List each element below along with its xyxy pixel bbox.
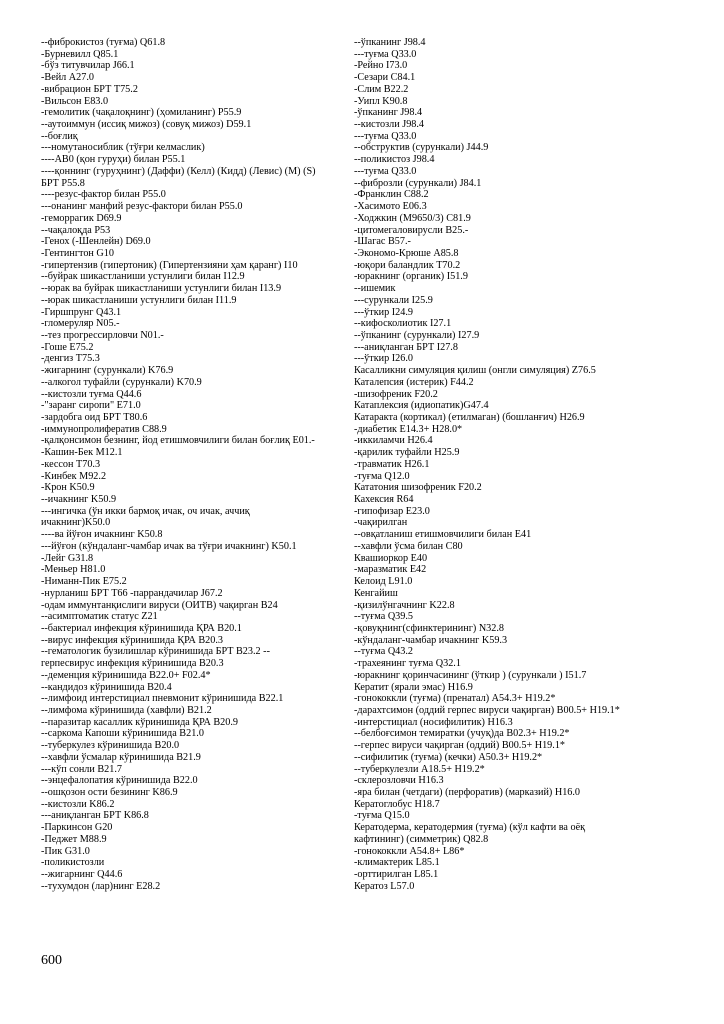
index-entry: БРТ P55.8 <box>41 177 85 189</box>
index-entry: --овқатланиш етишмовчилиги билан E41 <box>354 529 532 541</box>
index-entry: -Педжет M88.9 <box>41 833 107 845</box>
index-entry: Кататония шизофреник F20.2 <box>354 482 482 494</box>
index-entry: -травматик H26.1 <box>354 458 430 470</box>
index-entry: -нурланиш БРТ T66 -паррандачилар J67.2 <box>41 587 223 599</box>
page-number: 600 <box>41 953 62 968</box>
index-entry: -цитомегаловирусли B25.- <box>354 224 469 236</box>
index-entry: ----AB0 (қон гуруҳи) билан P55.1 <box>41 154 186 166</box>
index-entry: -гипофизар E23.0 <box>354 505 430 517</box>
index-entry: ичакнинг)K50.0 <box>41 517 111 529</box>
index-entry: -склерозловчи H16.3 <box>354 775 444 787</box>
index-entry: ---ингичка (ўн икки бармоқ ичак, оч ичак, аччиқ <box>41 505 250 517</box>
index-entry: --бактериал инфекция кўринишида ҚРА B20.1 <box>41 622 242 634</box>
index-entry: ---туғма Q33.0 <box>354 48 417 60</box>
index-entry: ---ўткир I26.0 <box>354 353 413 365</box>
index-entry: ----қоннинг (гуруҳнинг) (Даффи) (Келл) (Кидд) (Левис) (M) (S) <box>41 165 316 177</box>
index-entry: Квашиоркор E40 <box>354 552 428 564</box>
index-entry: ---аниқланган БРТ K86.8 <box>41 810 149 822</box>
index-entry: -маразматик E42 <box>354 564 427 576</box>
index-entry: -юқори баландлик T70.2 <box>354 259 461 271</box>
index-entry: -Сезари C84.1 <box>354 72 416 84</box>
index-entry: Кахексия R64 <box>354 494 414 506</box>
index-entry: -Гоше E75.2 <box>41 341 94 353</box>
index-entry: ---туғма Q33.0 <box>354 130 417 142</box>
index-entry: ---онанинг манфий резус-фактори билан P55.0 <box>41 201 243 213</box>
index-entry: ---сурункали I25.9 <box>354 294 433 306</box>
index-entry: --туберкулезли A18.5+ H19.2* <box>354 763 485 775</box>
index-entry: --герпес вируси чақирган (оддий) B00.5+ H19.1* <box>354 740 566 752</box>
index-entry: --фиброзли (сурункали) J84.1 <box>354 177 482 189</box>
index-entry: кафтининг) (симметрик) Q82.8 <box>354 833 489 845</box>
index-entry: --кистозли J98.4 <box>354 119 425 131</box>
index-entry: -кўндаланг-чамбар ичакнинг K59.3 <box>354 634 508 646</box>
index-entry: --саркома Капоши кўринишида B21.0 <box>41 728 204 740</box>
index-entry: ---йўғон (кўндаланг-чамбар ичак ва тўғри ичакнинг) K50.1 <box>41 540 297 552</box>
index-entry: -Гиршпрунг Q43.1 <box>41 306 122 318</box>
index-entry: -Слим B22.2 <box>354 83 409 95</box>
index-entry: -яра билан (четдаги) (перфоратив) (марказий) H16.0 <box>354 787 581 798</box>
index-entry: ---ўткир I24.9 <box>354 306 413 318</box>
index-entry: -юракнинг қоринчасининг (ўткир ) (сурункали ) I51.7 <box>354 669 587 681</box>
index-entry: -Вейл A27.0 <box>41 72 94 84</box>
index-entry: --ишемик <box>354 283 396 295</box>
index-entry: Кератодерма, кератодермия (туғма) (кўл кафти ва оёқ <box>354 822 586 834</box>
index-entry: --асимптоматик статус Z21 <box>41 611 158 623</box>
index-entry: ---аниқланган БРТ I27.8 <box>354 341 458 353</box>
index-entry: --гематологик бузилишлар кўринишида БРТ B23.2 -- <box>41 646 270 658</box>
index-entry: -иммунопролифератив C88.9 <box>41 423 167 435</box>
index-entry: -диабетик E14.3+ H28.0* <box>354 423 463 435</box>
index-entry: -Гентингтон G10 <box>41 247 114 259</box>
index-entry: ---туғма Q33.0 <box>354 165 417 177</box>
index-entry: -Генох (-Шенлейн) D69.0 <box>41 236 151 248</box>
index-entry: -гипертензив (гипертоник) (Гипертензияни ҳам қаранг) I10 <box>41 259 298 271</box>
index-entry: --алкогол туфайли (сурункали) K70.9 <box>41 376 202 388</box>
index-entry: --аутоиммун (иссиқ мижоз) (совуқ мижоз) D59.1 <box>41 119 252 131</box>
index-entry: Келоид L91.0 <box>354 576 413 588</box>
index-entry: --кистозли K86.2 <box>41 798 115 810</box>
index-entry: -гонококкли (туғма) (пренатал) A54.3+ H19.2* <box>354 693 556 705</box>
index-entry: -одам иммунтанқислиги вируси (ОИТВ) чақирган B24 <box>41 599 278 611</box>
index-entry: --сифилитик (туғма) (кечки) A50.3+ H19.2* <box>354 751 543 763</box>
index-entry: --кандидоз кўринишида B20.4 <box>41 681 172 693</box>
index-entry: --боғлиқ <box>41 130 78 142</box>
index-entry: -климактерик L85.1 <box>354 857 440 869</box>
index-entry: -Лейг G31.8 <box>41 552 94 564</box>
index-entry: -геморрагик D69.9 <box>41 212 122 224</box>
index-entry: --ўпканинг (сурункали) I27.9 <box>354 329 480 341</box>
index-entry: -Ниманн-Пик E75.2 <box>41 576 127 588</box>
index-entry: --юрак ва буйрак шикастланиши устунлиги билан I13.9 <box>41 283 282 295</box>
index-entry: -қалқонсимон безнинг, йод етишмовчилиги билан боғлиқ E01.- <box>41 435 315 447</box>
index-entry: --юрак шикастланиши устунлиги билан I11.9 <box>41 294 237 306</box>
index-entry: Кератоглобус H18.7 <box>354 798 440 810</box>
index-entry: --вирус инфекция кўринишида ҚРА B20.3 <box>41 634 224 646</box>
index-entry: --ошқозон ости безининг K86.9 <box>41 787 178 798</box>
index-entry: --фиброкистоз (туғма) Q61.8 <box>41 37 166 48</box>
index-entry: -Бурневилл Q85.1 <box>41 48 119 60</box>
index-entry: -туғма Q15.0 <box>354 810 410 822</box>
index-entry: -вибрацион БРТ T75.2 <box>41 83 138 95</box>
index-entry: -Меньер H81.0 <box>41 564 106 576</box>
index-entry: --поликистоз J98.4 <box>354 154 435 166</box>
index-entry: Каталепсия (истерик) F44.2 <box>354 376 474 388</box>
index-entry: -туғма Q12.0 <box>354 470 410 482</box>
index-entry: -иккиламчи H26.4 <box>354 435 433 447</box>
index-entry: -Экономо-Крюше A85.8 <box>354 247 459 259</box>
index-entry: --туғма Q39.5 <box>354 611 414 623</box>
index-entry: Кератоз L57.0 <box>354 880 415 892</box>
index-entry: --хавфли ўсмалар кўринишида B21.9 <box>41 751 201 763</box>
index-entry: --кистозли туғма Q44.6 <box>41 388 142 400</box>
index-entry: -гемолитик (чақалоқнинг) (ҳомиланинг) P55.9 <box>41 107 242 119</box>
index-entry: --туберкулез кўринишида B20.0 <box>41 740 180 752</box>
index-entry: -"заранг сиропи" E71.0 <box>41 400 141 412</box>
index-entry: -шизофреник F20.2 <box>354 388 438 400</box>
index-entry: герпесвирус инфекция кўринишида B20.3 <box>41 658 224 670</box>
index-entry: -кессон T70.3 <box>41 458 101 470</box>
index-entry: Кенгайиш <box>354 587 398 599</box>
index-entry: --тухумдон (лар)нинг E28.2 <box>41 880 161 892</box>
index-entry: --чақалоқда P53 <box>41 224 111 236</box>
index-entry: --обструктив (сурункали) J44.9 <box>354 142 489 154</box>
index-entry: -Кашин-Бек M12.1 <box>41 447 123 459</box>
index-entry: --паразитар касаллик кўринишида ҚРА B20.9 <box>41 716 239 728</box>
index-entry: --ичакнинг K50.9 <box>41 494 117 506</box>
index-entry: -чақирилган <box>354 517 408 529</box>
index-entry: -Рейно I73.0 <box>354 60 408 72</box>
index-entry: ----резус-фактор билан P55.0 <box>41 189 166 201</box>
index-entry: -юракнинг (органик) I51.9 <box>354 271 468 283</box>
index-entry: --лимфома кўринишида (хавфли) B21.2 <box>41 704 212 716</box>
index-entry: -бўз титувчилар J66.1 <box>41 60 135 72</box>
index-entry: -Паркинсон G20 <box>41 822 113 834</box>
index-entry: --тез прогрессирловчи N01.- <box>41 329 164 341</box>
index-entry: -зардобга оид БРТ T80.6 <box>41 412 148 423</box>
index-entry: -Ходжкин (M9650/3) C81.9 <box>354 212 471 224</box>
index-entry: --энцефалопатия кўринишида B22.0 <box>41 775 198 787</box>
index-entry: -интерстициал (носифилитик) H16.3 <box>354 716 513 728</box>
index-entry: -қарилик туфайли H25.9 <box>354 447 460 459</box>
left-column <box>41 37 346 892</box>
index-entry: -Крон K50.9 <box>41 482 95 494</box>
index-entry: -гломеруляр N05.- <box>41 318 120 330</box>
index-entry: -Франклин C88.2 <box>354 189 429 201</box>
index-entry: -денгиз T75.3 <box>41 353 100 365</box>
index-entry: -Шагас B57.- <box>354 236 411 248</box>
index-entry: -дарахтсимон (оддий герпес вируси чақирган) B00.5+ H19.1* <box>354 704 620 716</box>
index-entry: Катаплексия (идиопатик)G47.4 <box>354 400 489 412</box>
index-entry: -қовуқнинг(сфинктерининг) N32.8 <box>354 622 505 634</box>
right-column <box>354 37 694 892</box>
index-entry: Касалликни симуляция қилиш (онгли симуляция) Z76.5 <box>354 365 596 377</box>
index-entry: -Уипл K90.8 <box>354 95 408 107</box>
index-entry: ----ва йўғон ичакнинг K50.8 <box>41 529 163 541</box>
index-entry: -орттирилган L85.1 <box>354 869 439 881</box>
index-entry: ---кўп сонли B21.7 <box>41 763 122 775</box>
index-entry: --кифосколиотик I27.1 <box>354 318 452 330</box>
index-entry: -поликистозли <box>41 857 105 869</box>
index-entry: --ўпканинг J98.4 <box>354 37 426 48</box>
index-entry: --буйрак шикастланиши устунлиги билан I12.9 <box>41 271 245 283</box>
index-entry: -Пик G31.0 <box>41 845 90 857</box>
index-entry: -трахеянинг туғма Q32.1 <box>354 658 461 670</box>
index-entry: -Вильсон E83.0 <box>41 95 109 107</box>
index-entry: -Кинбек M92.2 <box>41 470 107 482</box>
index-entry: -ўпканинг J98.4 <box>354 107 423 119</box>
index-entry: Кератит (ярали эмас) H16.9 <box>354 681 473 693</box>
index-entry: --хавфли ўсма билан C80 <box>354 540 463 552</box>
index-entry: -гонококкли A54.8+ L86* <box>354 845 465 857</box>
index-entry: --лимфоид интерстициал пневмонит кўринишида B22.1 <box>41 693 284 705</box>
index-entry: -жигарнинг (сурункали) K76.9 <box>41 365 174 377</box>
index-entry: --туғма Q43.2 <box>354 646 414 658</box>
index-entry: Катаракта (кортикал) (етилмаган) (бошланғич) H26.9 <box>354 412 585 423</box>
index-entry: --белбоғсимон темиратки (учуқ)да B02.3+ H19.2* <box>354 728 570 740</box>
index-entry: ---номутаносиблик (тўғри келмаслик) <box>41 142 205 154</box>
index-entry: -Хасимото E06.3 <box>354 201 427 213</box>
index-entry: -қизилўнгачнинг K22.8 <box>354 599 455 611</box>
index-entry: --жигарнинг Q44.6 <box>41 869 123 881</box>
index-entry: --деменция кўринишида B22.0+ F02.4* <box>41 669 211 681</box>
